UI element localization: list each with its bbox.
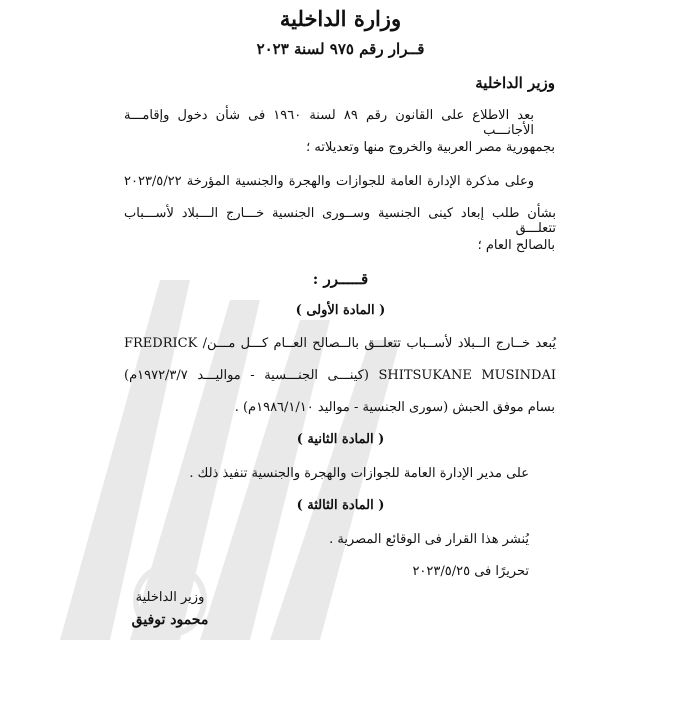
article-1-heading: ( المادة الأولى ) <box>295 303 386 318</box>
preamble-line-1: بعد الاطلاع على القانون رقم ٨٩ لسنة ١٩٦٠ فى شأن دخول وإقامـــة الأجانـــب <box>124 108 535 138</box>
article-1-line-3: بسام موفق الحبش (سورى الجنسية - مواليد ١٩٨٦/١/١٠م) . <box>234 400 555 415</box>
decree-title: قــرار رقم ٩٧٥ لسنة ٢٠٢٣ <box>256 40 425 58</box>
preamble-line-3: وعلى مذكرة الإدارة العامة للجوازات والهجرة والجنسية المؤرخة ٢٠٢٣/٥/٢٢ <box>124 174 534 189</box>
signature-title: وزير الداخلية <box>135 590 205 605</box>
preamble-line-5: بالصالح العام ؛ <box>477 238 555 253</box>
ministry-heading: وزارة الداخلية <box>279 6 402 31</box>
article-1-line-1: يُبعد خــارج الــبلاد لأســباب تتعلــق بالــصالح العــام كـــل مـــن/ FREDRICK <box>124 336 556 351</box>
decree-date: تحريرًا فى ٢٠٢٣/٥/٢٥ <box>412 564 529 579</box>
article-3-line-1: يُنشر هذا القرار فى الوقائع المصرية . <box>329 532 529 547</box>
preamble-line-4: بشأن طلب إبعاد كينى الجنسية وســورى الجنسية خـــارج الـــبلاد لأســـباب تتعلـــق <box>124 206 556 236</box>
signature-name: محمود توفيق <box>131 612 209 628</box>
decides-heading: قـــــرر : <box>312 270 369 288</box>
article-3-heading: ( المادة الثالثة ) <box>296 498 385 513</box>
article-2-line-1: على مدير الإدارة العامة للجوازات والهجرة والجنسية تنفيذ ذلك . <box>189 466 529 481</box>
addressee: وزير الداخلية <box>475 74 555 92</box>
preamble-line-2: بجمهورية مصر العربية والخروج منها وتعديلاته ؛ <box>306 140 555 155</box>
article-2-heading: ( المادة الثانية ) <box>296 432 385 447</box>
article-1-line-2: SHITSUKANE MUSINDAI (كينـــى الجنـــسية - مواليـــد ١٩٧٢/٣/٧م) <box>124 368 556 383</box>
